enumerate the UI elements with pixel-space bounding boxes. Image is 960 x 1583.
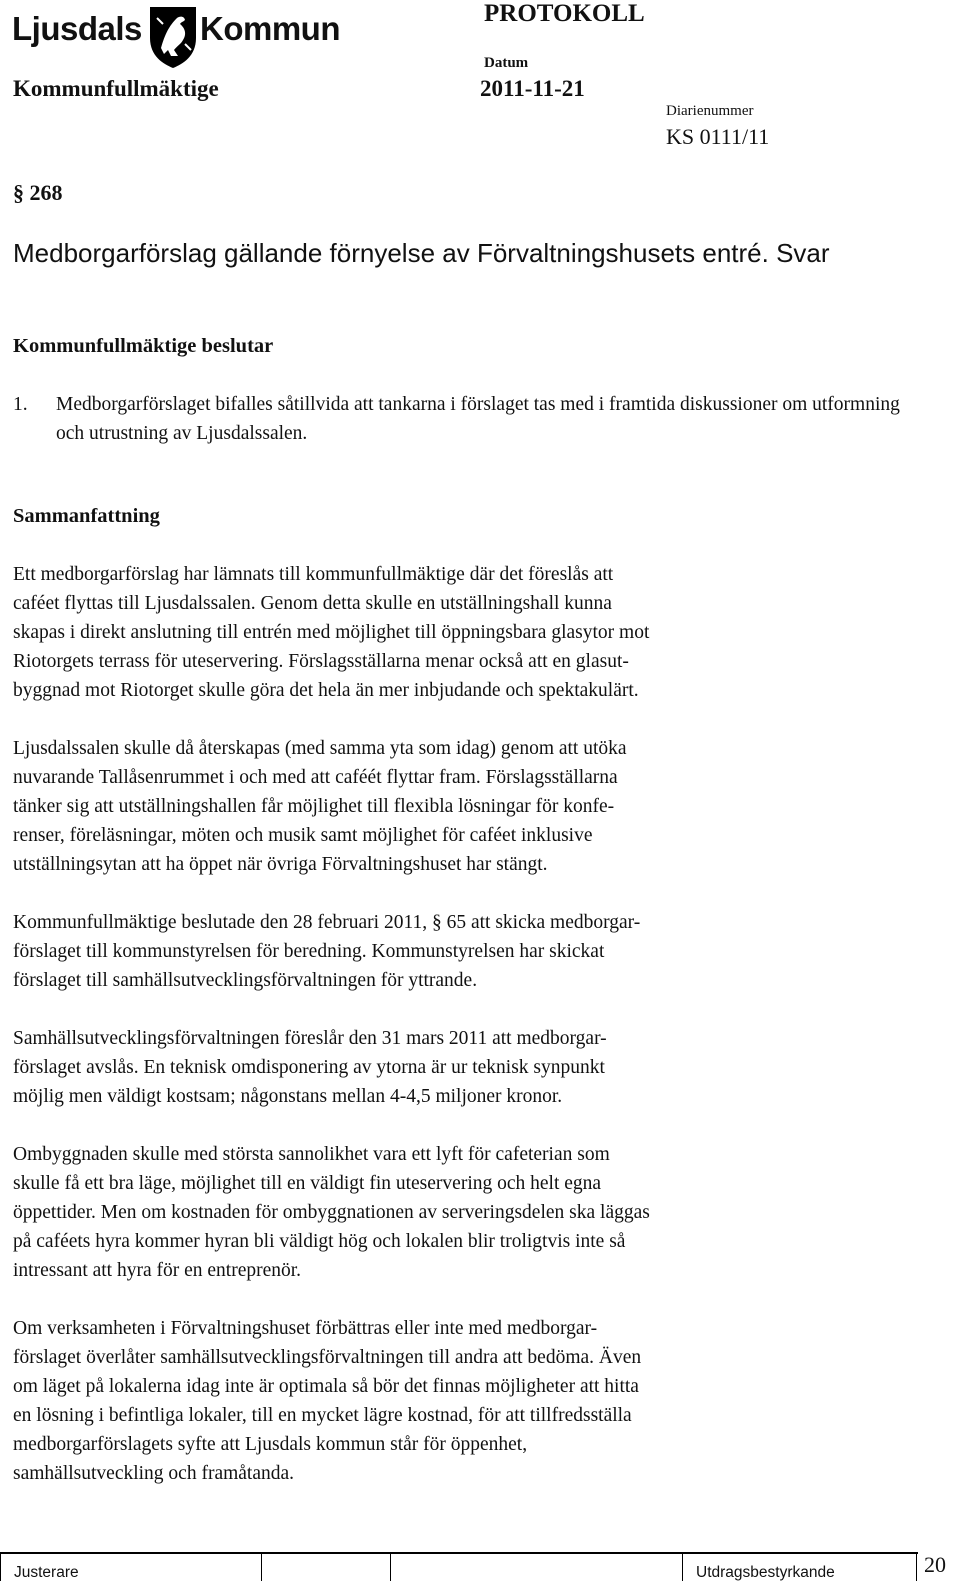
page-title: Medborgarförslag gällande förnyelse av Förvaltningshusets entré. Svar [13, 238, 830, 268]
paragraph-number: § 268 [13, 180, 63, 205]
summary-paragraph: Ljusdalssalen skulle då återskapas (med samma yta som idag) genom att utöka nuvarande Tallåsenrummet i och med att caféét flyttar fram. Förslagsställarna tänker sig att utställningshallen får möjlighet till flexibla lösningar för konfe- renser, föreläsningar, möten och musik samt möjlighet för caféet inklusive utställningsytan att ha öppet när övriga Förvaltningshuset har stängt. [13, 738, 627, 875]
diarienummer-label: Diarienummer [666, 103, 754, 119]
justerare-label: Justerare [14, 1564, 79, 1581]
summary-paragraph: Ett medborgarförslag har lämnats till kommunfullmäktige där det föreslås att caféet flyttas till Ljusdalssalen. Genom detta skulle en utställningshall kunna skapas i direkt anslutning till entrén med möjlighet till öppningsbara glasytor mot Riotorgets terrass för uteservering. Förslagsställarna menar också att en glasut- byggnad mot Riotorget skulle göra det hela än mer inbjudande och spektakulärt. [13, 564, 650, 701]
decision-item [13, 390, 913, 448]
diarienummer-value: KS 0111/11 [666, 124, 770, 149]
logo-text-left: Ljusdals [12, 10, 142, 47]
summary-body [13, 560, 933, 1517]
summary-paragraph: Ombyggnaden skulle med största sannolikhet vara ett lyft för cafeterian som skulle få ett bra läge, möjlighet till en väldigt fin uteservering och helt egna öppettider. Men om kostnaden för ombyggnationen av serveringsdelen ska läggas på caféets hyra kommer hyran bli väldigt hög och lokalen blir troligtvis inte så intressant att hyra för en entreprenör. [13, 1144, 650, 1281]
decision-number: 1. [13, 394, 28, 415]
logo-text-right: Kommun [200, 10, 340, 47]
summary-paragraph: Kommunfullmäktige beslutade den 28 februari 2011, § 65 att skicka medborgar- förslaget till kommunstyrelsen för beredning. Kommunstyrelsen har skickat förslaget till samhällsutvecklingsförvaltningen för yttrande. [13, 912, 641, 991]
document-type: PROTOKOLL [484, 0, 645, 27]
meeting-date: 2011-11-21 [480, 76, 585, 101]
coat-of-arms-icon [147, 4, 199, 70]
municipality-logo [12, 4, 340, 74]
organization-name: Kommunfullmäktige [13, 76, 219, 101]
page-number: 20 [924, 1552, 946, 1577]
date-label: Datum [484, 55, 529, 71]
summary-paragraph: Samhällsutvecklingsförvaltningen föreslår den 31 mars 2011 att medborgar- förslaget avslås. En teknisk omdisponering av ytorna är ur teknisk synpunkt möjlig men väldigt kostsam; någonstans mellan 4-4,5 miljoner kronor. [13, 1028, 607, 1107]
summary-heading: Sammanfattning [13, 505, 160, 527]
utdragsbestyrkande-label: Utdragsbestyrkande [696, 1564, 835, 1581]
summary-paragraph: Om verksamheten i Förvaltningshuset förbättras eller inte med medborgar- förslaget överlåter samhällsutvecklingsförvaltningen till andra att bedöma. Även om läget på lokalerna idag inte är optimala så bör det finnas möjligheter att hitta en lösning i befintliga lokaler, till en mycket lägre kostnad, för att tillfredsställa medborgarförslagets syfte att Ljusdals kommun står för öppenhet, samhällsutveckling och framåtanda. [13, 1318, 642, 1484]
decision-text: Medborgarförslaget bifalles såtillvida att tankarna i förslaget tas med i framtida diskussioner om utformning och utrustning av Ljusdalssalen. [56, 394, 900, 444]
footer-signature-cell [262, 1553, 391, 1581]
decision-heading: Kommunfullmäktige beslutar [13, 335, 274, 357]
footer-signature-cell [392, 1553, 683, 1581]
